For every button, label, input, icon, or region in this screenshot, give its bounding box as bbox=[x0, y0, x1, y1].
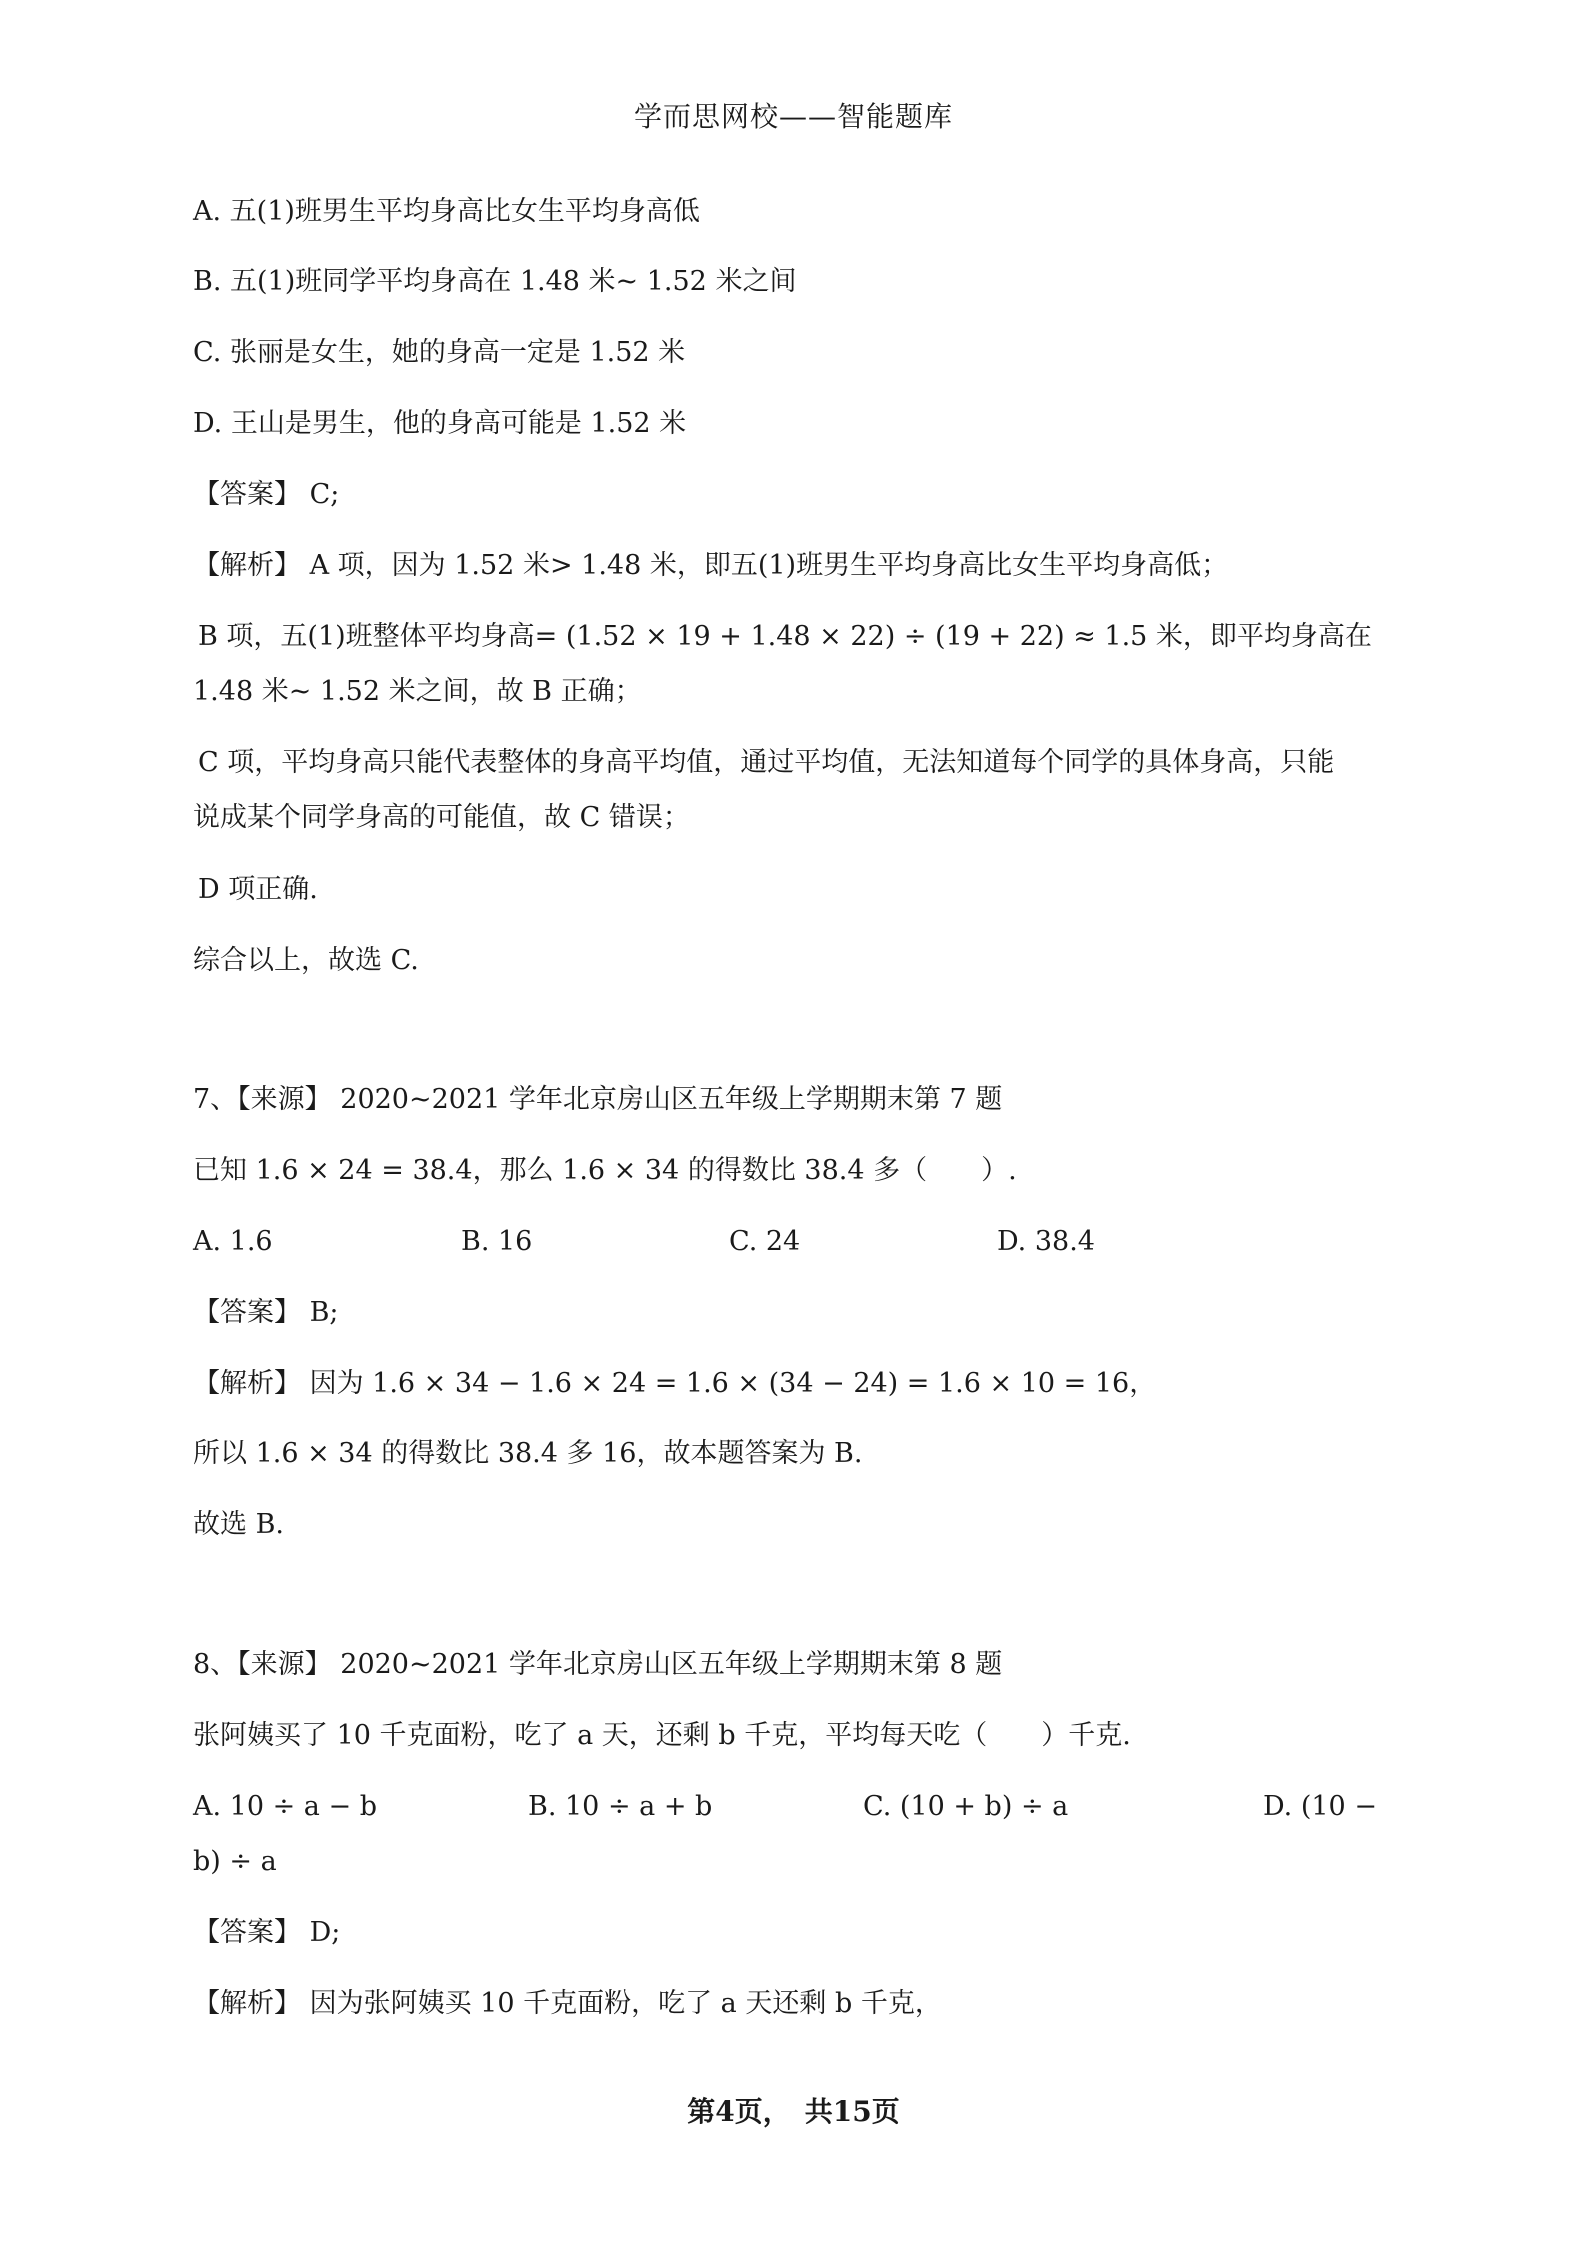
q8-answer: 【答案】 D; bbox=[193, 1917, 341, 1948]
q6-analysis-line-1: 【解析】 A 项，因为 1.52 米> 1.48 米，即五(1)班男生平均身高比女生平均身高低； bbox=[193, 550, 1229, 581]
q8-options bbox=[193, 1789, 1393, 1825]
q7-analysis-line-1: 【解析】 因为 1.6 × 34 − 1.6 × 24 = 1.6 × (34 − 24) = 1.6 × 10 = 16， bbox=[193, 1368, 1157, 1399]
q7-analysis-line-3: 故选 B. bbox=[193, 1509, 285, 1540]
q8-analysis-line-1: 【解析】 因为张阿姨买 10 千克面粉，吃了 a 天还剩 b 千克， bbox=[193, 1988, 942, 2019]
q8-stem: 张阿姨买了 10 千克面粉，吃了 a 天，还剩 b 千克，平均每天吃（ ）千克. bbox=[193, 1720, 1131, 1751]
q8-option-c: C. (10 + b) ÷ a bbox=[863, 1791, 1069, 1822]
q6-analysis-line-6: D 项正确. bbox=[198, 874, 318, 905]
q7-source: 7、【来源】 2020~2021 学年北京房山区五年级上学期期末第 7 题 bbox=[193, 1084, 1003, 1115]
q6-analysis-line-7: 综合以上，故选 C. bbox=[193, 945, 419, 976]
q6-option-b: B. 五(1)班同学平均身高在 1.48 米~ 1.52 米之间 bbox=[193, 266, 797, 297]
q6-option-a: A. 五(1)班男生平均身高比女生平均身高低 bbox=[193, 196, 700, 227]
q7-option-a: A. 1.6 bbox=[193, 1226, 273, 1257]
q8-option-d: D. (10 − bbox=[1263, 1791, 1377, 1822]
q6-option-c: C. 张丽是女生，她的身高一定是 1.52 米 bbox=[193, 337, 686, 368]
q7-analysis-line-2: 所以 1.6 × 34 的得数比 38.4 多 16，故本题答案为 B. bbox=[193, 1438, 863, 1469]
q8-source: 8、【来源】 2020~2021 学年北京房山区五年级上学期期末第 8 题 bbox=[193, 1649, 1003, 1680]
q6-analysis-line-4: C 项，平均身高只能代表整体的身高平均值，通过平均值，无法知道每个同学的具体身高，只能 bbox=[198, 747, 1335, 778]
q7-answer: 【答案】 B; bbox=[193, 1297, 339, 1328]
q7-option-d: D. 38.4 bbox=[997, 1226, 1095, 1257]
page-header: 学而思网校——智能题库 bbox=[633, 100, 953, 133]
q7-option-b: B. 16 bbox=[461, 1226, 533, 1257]
q7-option-c: C. 24 bbox=[729, 1226, 801, 1257]
q6-option-d: D. 王山是男生，他的身高可能是 1.52 米 bbox=[193, 408, 687, 439]
q6-answer: 【答案】 C; bbox=[193, 479, 340, 510]
q7-options bbox=[193, 1224, 1393, 1260]
q6-analysis-line-5: 说成某个同学身高的可能值，故 C 错误； bbox=[193, 802, 690, 833]
q8-option-b: B. 10 ÷ a + b bbox=[528, 1791, 713, 1822]
q7-stem: 已知 1.6 × 24 = 38.4，那么 1.6 × 34 的得数比 38.4 多（ ）. bbox=[193, 1155, 1017, 1186]
page-footer: 第4页， 共15页 bbox=[687, 2095, 900, 2128]
q8-option-d-continued: b) ÷ a bbox=[193, 1846, 277, 1877]
q8-option-a: A. 10 ÷ a − b bbox=[193, 1791, 377, 1822]
q6-analysis-line-2: B 项，五(1)班整体平均身高= (1.52 × 19 + 1.48 × 22) ÷ (19 + 22) ≈ 1.5 米，即平均身高在 bbox=[198, 621, 1372, 652]
q6-analysis-line-3: 1.48 米~ 1.52 米之间，故 B 正确； bbox=[193, 676, 642, 707]
